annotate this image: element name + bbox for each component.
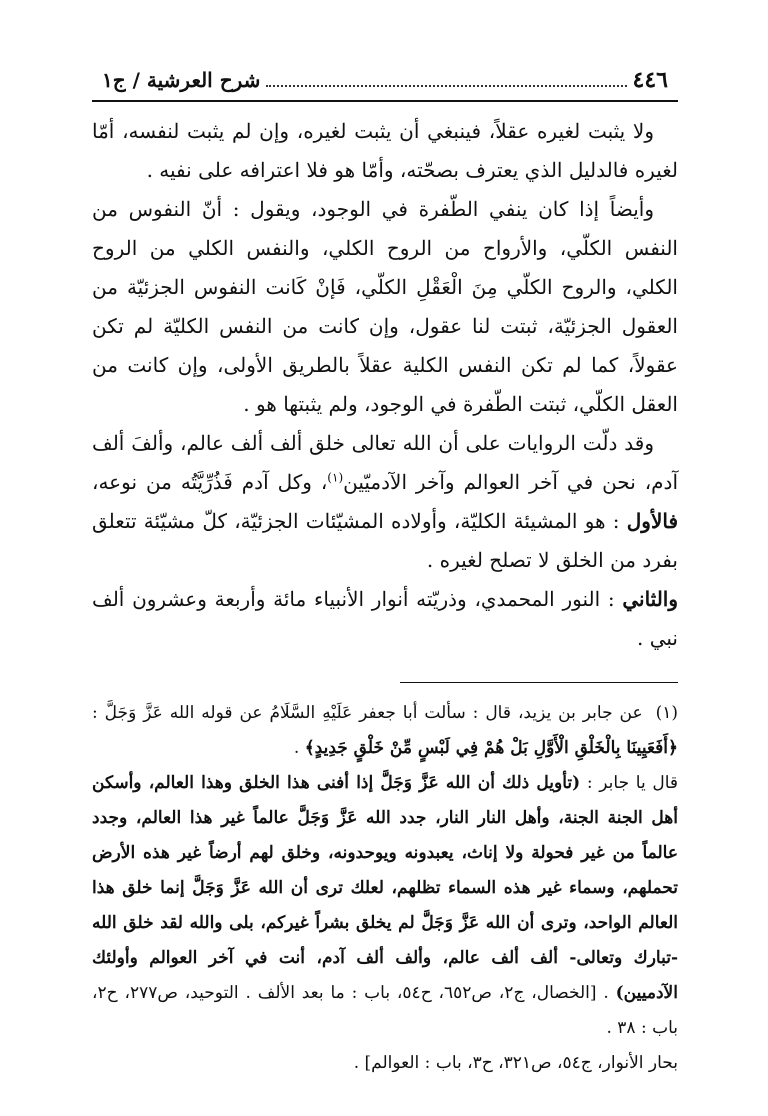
- paragraph-4: [92, 580, 678, 658]
- paragraph-3-part-a: وقد دلّت الروايات على أن الله تعالى خلق ألف ألف عالم، وألفَ ألف آدم، نحن في آخر العوالم وآخر الآدميّين: [92, 431, 678, 494]
- footnote-sources-line: [92, 1046, 678, 1081]
- paragraph-3: [92, 424, 678, 580]
- footnote-reference[interactable]: (١): [327, 470, 344, 485]
- paragraph-2: وأيضاً إذا كان ينفي الطّفرة في الوجود، ويقول : أنّ النفوس من النفس الكلّي، والأرواح من الروح الكلي، والنفس الكلي من الروح الكلي، والروح الكلّي مِنَ الْعَقْلِ الكلّي، فَإنْ كَانت النفوس الجزئيّة من العقول الجزئيّة، ثبتت لنا عقول، وإن كانت من النفس الكليّة لم تكن عقولاً، كما لم تكن النفس الكلية عقلاً بالطريق الأولى، وإن كانت من العقل الكلّي، ثبتت الطّفرة في الوجود، ولم يثبتها هو .: [92, 197, 678, 416]
- paragraph-4-text: : النور المحمدي، وذريّته أنوار الأنبياء مائة وأربعة وعشرون ألف نبي .: [92, 587, 678, 650]
- hadith-text: (تأويل ذلك أن الله عَزَّ وَجَلَّ إذا أفنى هذا الخلق وهذا العالم، وأسكن أهل الجنة الجنة، وأهل النار النار، جدد الله عَزَّ وَجَلَّ عالماً غير هذا العالم، وجدد عالماً من غير فحولة ولا إناث، يعبدونه ويوحدونه، وخلق لهم أرضاً غير هذه الأرض تحملهم، وسماء غير هذه السماء تظلهم، لعلك ترى أن الله عَزَّ وَجَلَّ إنما خلق هذا العالم الواحد، وترى أن الله عَزَّ وَجَلَّ لم يخلق بشراً غيركم، بلى والله لقد خلق الله -تبارك وتعالى- ألف ألف عالم، وألف ألف آدم، أنت في آخر العوالم وأولئك الآدميين): [92, 773, 678, 1003]
- footnote-sources-1: . [الخصال، ج٢، ص٦٥٢، ح٥٤، باب : ما بعد الألف . التوحيد، ص٢٧٧، ح٢، باب : ٣٨ .: [92, 983, 678, 1038]
- hadith-lead: قال يا جابر :: [586, 773, 679, 793]
- term-first: فالأول: [626, 509, 678, 533]
- quran-verse: ﴿أَفَعَيِينَا بِالْخَلْقِ الْأَوَّلِ بَلْ هُمْ فِي لَبْسٍ مِّنْ خَلْقٍ جَدِيدٍ﴾: [304, 738, 678, 758]
- paragraph-1: ولا يثبت لغيره عقلاً، فينبغي أن يثبت لغيره، وإن لم يثبت لنفسه، أمّا لغيره فالدليل الذي يعترف بصحّته، وأمّا هو فلا اعترافه على نفيه .: [92, 119, 678, 182]
- footnote-sources-2: بحار الأنوار، ج٥٤، ص٣٢١، ح٣، باب : العوالم] .: [353, 1053, 678, 1073]
- page-number: ٤٤٦: [632, 67, 668, 93]
- footnotes: [92, 696, 678, 1081]
- footnote-marker: (١): [655, 703, 679, 723]
- footnote-intro: عن جابر بن يزيد، قال : سألت أبا جعفر عَلَيْهِ السَّلَامُ عن قوله الله عَزَّ وَجَلَّ :: [92, 703, 643, 723]
- main-text: [92, 112, 678, 658]
- paragraph-3-part-b: ، وكل آدم فَذُرِّيَّتُه من نوعه،: [92, 470, 328, 494]
- page-header: [92, 60, 678, 102]
- paragraph-3-part-c: : هو المشيئة الكليّة، وأولاده المشيّئات الجزئيّة، كلّ مشيّئة تتعلق بفرد من الخلق لا تصلح لغيره .: [92, 509, 678, 572]
- footnote-1: [92, 696, 678, 766]
- header-dotted-leader: [266, 85, 626, 87]
- book-title: شرح العرشية / ج١: [102, 68, 261, 92]
- footnote-separator: [400, 682, 678, 683]
- footnote-1-hadith: [92, 766, 678, 1046]
- term-second: والثاني: [622, 587, 679, 611]
- quran-verse-end: .: [293, 738, 305, 758]
